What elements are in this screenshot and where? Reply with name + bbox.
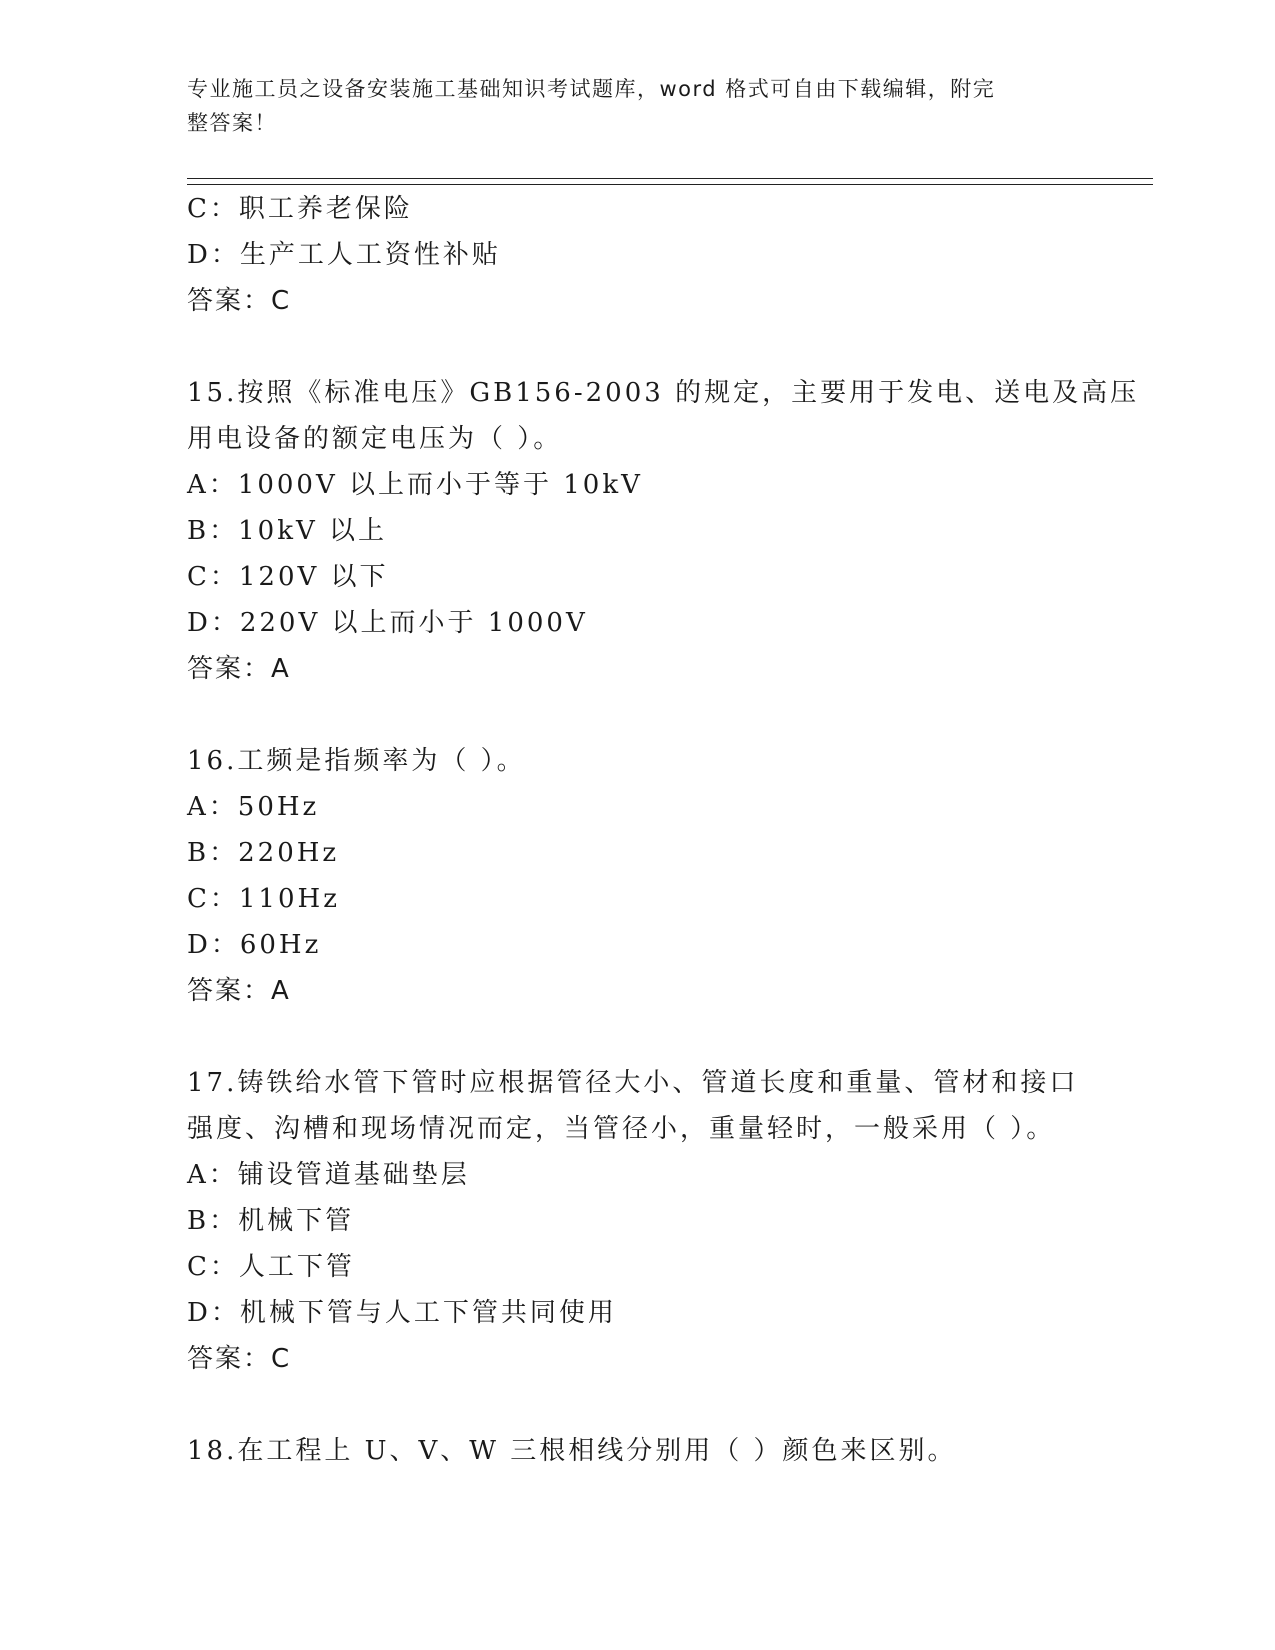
answer-line: 答案：C xyxy=(187,286,292,316)
spacer xyxy=(187,324,1087,370)
question-16 xyxy=(187,738,1087,1014)
option-a: A：50Hz xyxy=(187,792,320,822)
option-a: A：1000V 以上而小于等于 10kV xyxy=(187,470,643,500)
spacer xyxy=(187,692,1087,738)
header-rule-bottom xyxy=(187,184,1153,185)
option-c: C：110Hz xyxy=(187,884,340,914)
option-c: C：职工养老保险 xyxy=(187,194,413,224)
answer-line: 答案：A xyxy=(187,976,291,1006)
question-18 xyxy=(187,1428,1087,1474)
question-14-tail xyxy=(187,186,1087,324)
option-d: D：机械下管与人工下管共同使用 xyxy=(187,1298,617,1328)
option-d: D：生产工人工资性补贴 xyxy=(187,240,501,270)
option-d: D：60Hz xyxy=(187,930,322,960)
header-note-line-1: 专业施工员之设备安装施工基础知识考试题库，word 格式可自由下载编辑，附完 xyxy=(187,77,996,101)
spacer xyxy=(187,1382,1087,1428)
question-stem-line-2: 强度、沟槽和现场情况而定，当管径小，重量轻时，一般采用（ ）。 xyxy=(187,1114,1056,1144)
spacer xyxy=(187,1014,1087,1060)
question-stem-line-1: 15.按照《标准电压》GB156-2003 的规定，主要用于发电、送电及高压 xyxy=(187,378,1140,408)
option-b: B：220Hz xyxy=(187,838,340,868)
header-note xyxy=(187,72,1067,140)
question-stem-line-1: 16.工频是指频率为（ ）。 xyxy=(187,746,526,776)
option-b: B：10kV 以上 xyxy=(187,516,387,546)
header-rule-top xyxy=(187,178,1153,179)
question-stem-line-1: 17.铸铁给水管下管时应根据管径大小、管道长度和重量、管材和接口 xyxy=(187,1068,1079,1098)
option-c: C：人工下管 xyxy=(187,1252,355,1282)
question-15 xyxy=(187,370,1140,692)
option-c: C：120V 以下 xyxy=(187,562,389,592)
option-b: B：机械下管 xyxy=(187,1206,355,1236)
question-stem-line-1: 18.在工程上 U、V、W 三根相线分别用（ ）颜色来区别。 xyxy=(187,1436,957,1466)
answer-line: 答案：A xyxy=(187,654,291,684)
option-a: A：铺设管道基础垫层 xyxy=(187,1160,470,1190)
option-d: D：220V 以上而小于 1000V xyxy=(187,608,588,638)
answer-line: 答案：C xyxy=(187,1344,292,1374)
question-stem-line-2: 用电设备的额定电压为（ ）。 xyxy=(187,424,563,454)
question-list xyxy=(187,186,1140,1474)
question-17 xyxy=(187,1060,1087,1382)
header-note-line-2: 整答案！ xyxy=(187,111,277,135)
